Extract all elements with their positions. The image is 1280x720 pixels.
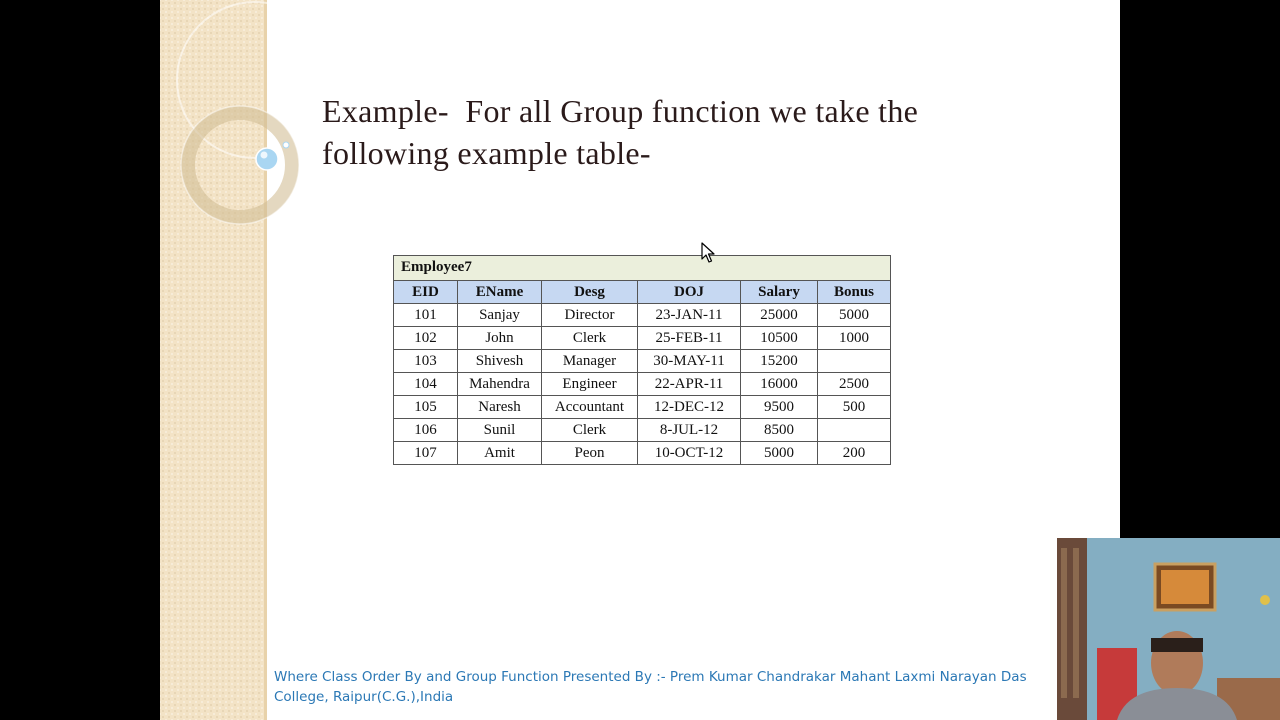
mouse-pointer-icon [701, 242, 715, 264]
cell-eid: 102 [394, 327, 458, 350]
cell-eid: 105 [394, 396, 458, 419]
slide-footer: Where Class Order By and Group Function Presented By :- Prem Kumar Chandrakar Mahant Laxmi Narayan Das College, Raipur(C.G.),India [274, 669, 1027, 705]
header-ename: EName [458, 281, 542, 304]
table-row [394, 373, 891, 396]
cell-salary: 25000 [741, 304, 818, 327]
bubble-highlight [261, 152, 268, 159]
small-bubble-icon [283, 142, 289, 148]
cell-desg: Engineer [542, 373, 638, 396]
cell-bonus [818, 419, 891, 442]
cell-doj: 30-MAY-11 [638, 350, 741, 373]
table-row [394, 350, 891, 373]
cell-doj: 12-DEC-12 [638, 396, 741, 419]
presenter-video [1057, 538, 1280, 720]
cell-bonus: 2500 [818, 373, 891, 396]
cell-salary: 10500 [741, 327, 818, 350]
cell-eid: 106 [394, 419, 458, 442]
cell-bonus: 5000 [818, 304, 891, 327]
deco-ring-outline [181, 106, 299, 224]
cell-desg: Clerk [542, 419, 638, 442]
table-row [394, 419, 891, 442]
cell-desg: Clerk [542, 327, 638, 350]
header-desg: Desg [542, 281, 638, 304]
cell-salary: 9500 [741, 396, 818, 419]
header-doj: DOJ [638, 281, 741, 304]
cell-salary: 15200 [741, 350, 818, 373]
table-header-row [394, 281, 891, 304]
cell-salary: 5000 [741, 442, 818, 465]
cell-eid: 107 [394, 442, 458, 465]
cell-doj: 10-OCT-12 [638, 442, 741, 465]
cell-ename: Naresh [458, 396, 542, 419]
cell-bonus: 200 [818, 442, 891, 465]
cell-doj: 8-JUL-12 [638, 419, 741, 442]
table-caption: Employee7 [393, 255, 891, 280]
cell-ename: Amit [458, 442, 542, 465]
header-salary: Salary [741, 281, 818, 304]
cell-eid: 103 [394, 350, 458, 373]
cell-ename: Sunil [458, 419, 542, 442]
slide-title: Example- For all Group function we take the following example table- [322, 93, 927, 171]
header-eid: EID [394, 281, 458, 304]
decorative-rings [160, 0, 300, 260]
cell-ename: Sanjay [458, 304, 542, 327]
cell-doj: 22-APR-11 [638, 373, 741, 396]
cell-desg: Peon [542, 442, 638, 465]
table-row [394, 442, 891, 465]
webcam-overlay [1057, 538, 1280, 720]
presentation-slide [160, 0, 1120, 720]
cell-desg: Manager [542, 350, 638, 373]
cell-eid: 101 [394, 304, 458, 327]
employee-table [393, 255, 891, 465]
cell-eid: 104 [394, 373, 458, 396]
table-row [394, 396, 891, 419]
cell-desg: Accountant [542, 396, 638, 419]
cell-bonus: 1000 [818, 327, 891, 350]
cell-ename: Mahendra [458, 373, 542, 396]
cell-desg: Director [542, 304, 638, 327]
cell-ename: Shivesh [458, 350, 542, 373]
cell-bonus [818, 350, 891, 373]
cell-bonus: 500 [818, 396, 891, 419]
header-bonus: Bonus [818, 281, 891, 304]
cell-doj: 25-FEB-11 [638, 327, 741, 350]
table-row [394, 327, 891, 350]
cell-ename: John [458, 327, 542, 350]
table-row [394, 304, 891, 327]
cell-doj: 23-JAN-11 [638, 304, 741, 327]
cell-salary: 16000 [741, 373, 818, 396]
blue-bubble-icon [256, 148, 278, 170]
cell-salary: 8500 [741, 419, 818, 442]
